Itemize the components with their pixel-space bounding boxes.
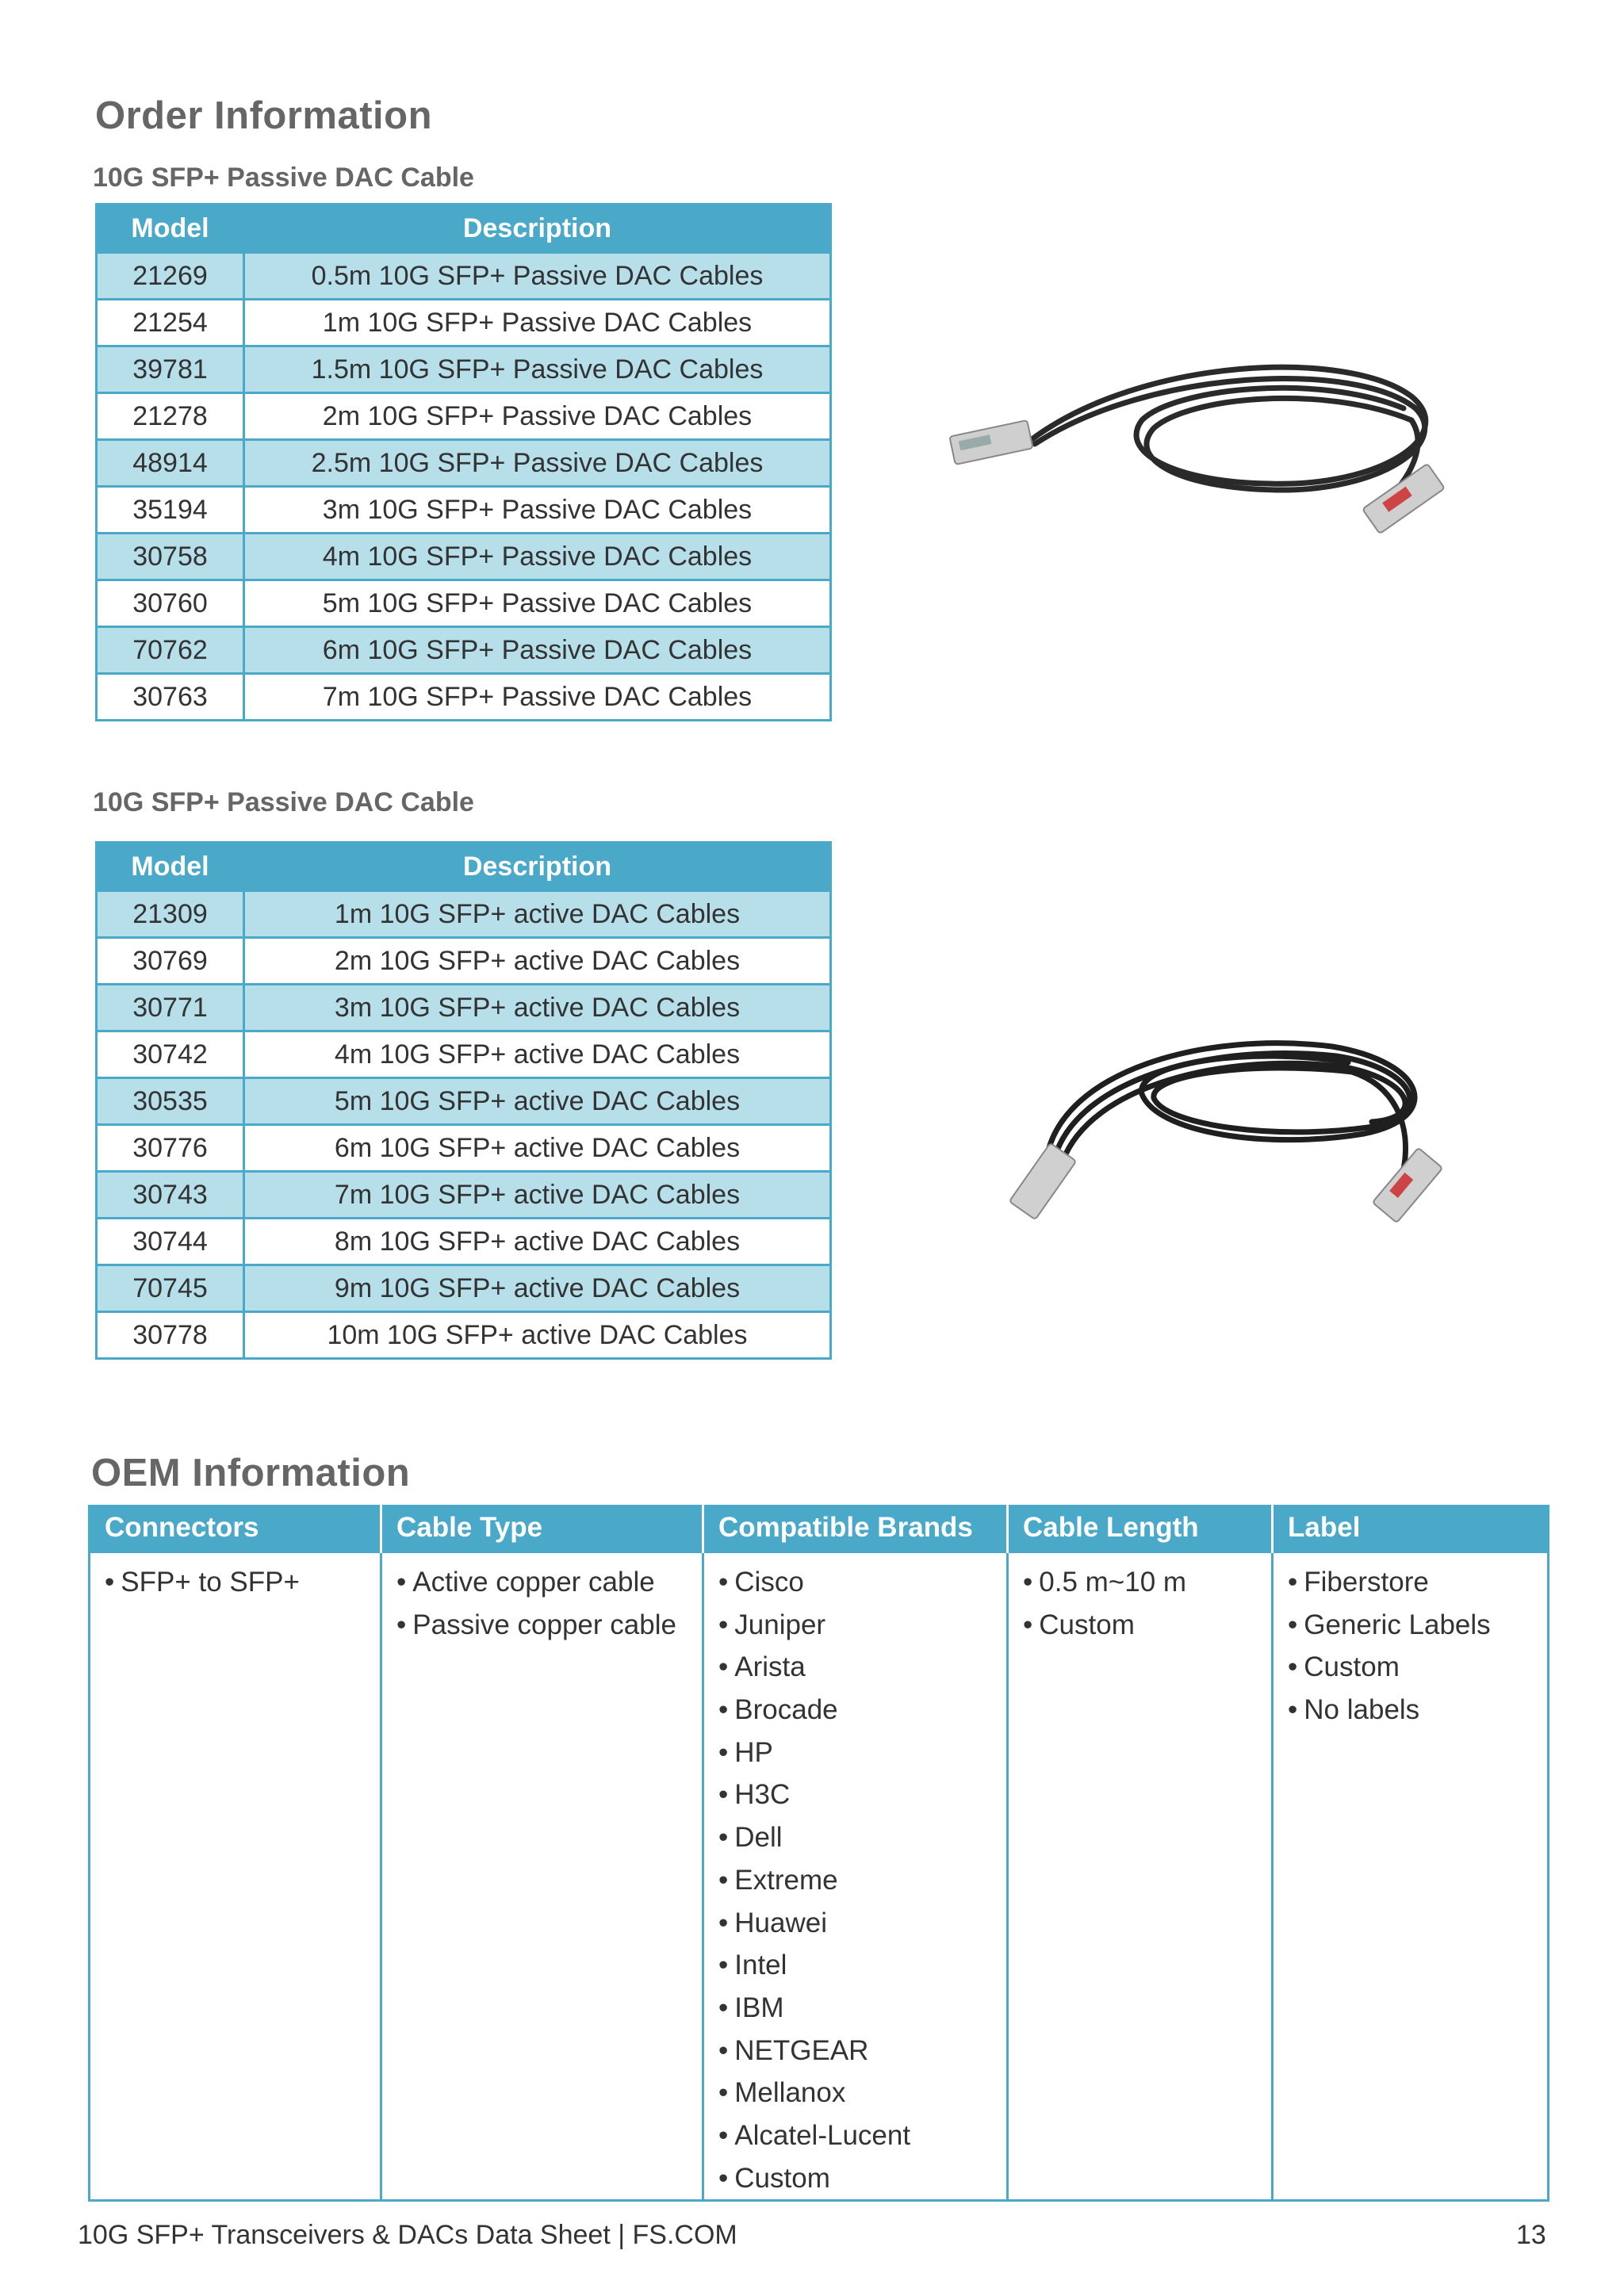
bullet-icon: •: [718, 1779, 729, 1811]
list-item: [718, 1689, 992, 1732]
oem-header-cable-length: Cable Length: [1008, 1505, 1273, 1552]
sfp-connector-left-icon: [1009, 1143, 1076, 1220]
list-item-text: Active copper cable: [412, 1567, 655, 1598]
model-cell: 21278: [97, 393, 244, 440]
table-row: [97, 300, 831, 346]
description-cell: 7m 10G SFP+ Passive DAC Cables: [244, 674, 831, 721]
model-cell: 21309: [97, 891, 244, 938]
model-cell: 48914: [97, 440, 244, 487]
oem-cell-cable-type: [381, 1552, 703, 2201]
description-cell: 2m 10G SFP+ Passive DAC Cables: [244, 393, 831, 440]
oem-cell-compatible-brands: [703, 1552, 1008, 2201]
list-item: [718, 1604, 992, 1647]
oem-header-cable-type: Cable Type: [381, 1505, 703, 1552]
model-cell: 39781: [97, 346, 244, 393]
table-row: [97, 627, 831, 674]
table-row: [97, 440, 831, 487]
bullet-icon: •: [396, 1567, 407, 1598]
list-item-text: Cisco: [734, 1567, 804, 1598]
column-header-description: Description: [244, 843, 831, 891]
description-cell: 6m 10G SFP+ Passive DAC Cables: [244, 627, 831, 674]
model-cell: 30778: [97, 1312, 244, 1359]
bullet-icon: •: [718, 1567, 729, 1598]
page-number: 13: [1516, 2220, 1546, 2250]
bullet-icon: •: [718, 2077, 729, 2109]
table-row: [97, 1312, 831, 1359]
bullet-icon: •: [105, 1567, 115, 1598]
list-item: [1288, 1689, 1533, 1732]
table-row: [97, 487, 831, 534]
description-cell: 9m 10G SFP+ active DAC Cables: [244, 1265, 831, 1312]
passive-dac-cable-image: [936, 333, 1491, 547]
list-item: [718, 1816, 992, 1859]
sfp-connector-left-icon: [949, 420, 1032, 465]
bullet-icon: •: [718, 1864, 729, 1896]
description-cell: 6m 10G SFP+ active DAC Cables: [244, 1125, 831, 1172]
list-item: [396, 1604, 688, 1647]
table-row: [97, 938, 831, 985]
list-item: [718, 1902, 992, 1945]
table-row: [97, 580, 831, 627]
model-cell: 30760: [97, 580, 244, 627]
bullet-icon: •: [396, 1609, 407, 1640]
model-cell: 30744: [97, 1219, 244, 1265]
table-row: [97, 393, 831, 440]
table-row: [97, 674, 831, 721]
description-cell: 1.5m 10G SFP+ Passive DAC Cables: [244, 346, 831, 393]
table-row: [97, 534, 831, 580]
bullet-icon: •: [718, 2119, 729, 2151]
list-item-text: Custom: [1304, 1651, 1400, 1683]
bullet-icon: •: [718, 1950, 729, 1981]
bullet-icon: •: [718, 1609, 729, 1640]
list-item-text: No labels: [1304, 1694, 1420, 1726]
list-item: [718, 2114, 992, 2157]
model-cell: 30771: [97, 985, 244, 1031]
list-item: [105, 1561, 366, 1604]
oem-table: [88, 1505, 1549, 2202]
bullet-icon: •: [718, 2034, 729, 2066]
list-item: [718, 1944, 992, 1987]
list-item-text: Juniper: [734, 1609, 826, 1640]
list-item-text: H3C: [734, 1779, 791, 1811]
model-cell: 30535: [97, 1078, 244, 1125]
list-item-text: Arista: [734, 1651, 806, 1683]
list-item: [396, 1561, 688, 1604]
model-cell: 70762: [97, 627, 244, 674]
list-item-text: Huawei: [734, 1907, 827, 1938]
oem-header-connectors: Connectors: [90, 1505, 381, 1552]
bullet-icon: •: [1288, 1694, 1298, 1726]
bullet-icon: •: [718, 1736, 729, 1768]
description-cell: 2m 10G SFP+ active DAC Cables: [244, 938, 831, 985]
oem-table-wrapper: [88, 1505, 1549, 2202]
oem-header-label: Label: [1273, 1505, 1549, 1552]
model-cell: 30763: [97, 674, 244, 721]
list-item-text: Dell: [734, 1822, 783, 1854]
column-header-model: Model: [97, 843, 244, 891]
model-cell: 30743: [97, 1172, 244, 1219]
active-dac-table: [95, 841, 832, 1360]
model-cell: 21254: [97, 300, 244, 346]
list-item-text: SFP+ to SFP+: [121, 1567, 300, 1598]
oem-header-compatible-brands: Compatible Brands: [703, 1505, 1008, 1552]
passive-dac-table-wrapper: [95, 203, 832, 721]
table-row: [97, 1265, 831, 1312]
description-cell: 4m 10G SFP+ Passive DAC Cables: [244, 534, 831, 580]
model-cell: 30769: [97, 938, 244, 985]
table-row: [97, 253, 831, 300]
list-item: [718, 2030, 992, 2072]
list-item-text: Passive copper cable: [412, 1609, 676, 1640]
description-cell: 1m 10G SFP+ Passive DAC Cables: [244, 300, 831, 346]
list-item-text: Alcatel-Lucent: [734, 2119, 911, 2151]
table-row: [97, 346, 831, 393]
model-cell: 30758: [97, 534, 244, 580]
list-item-text: Extreme: [734, 1864, 838, 1896]
list-item-text: IBM: [734, 1992, 784, 2023]
order-information-title: Order Information: [95, 94, 433, 137]
column-header-model: Model: [97, 205, 244, 253]
bullet-icon: •: [1023, 1567, 1033, 1598]
bullet-icon: •: [1288, 1609, 1298, 1640]
bullet-icon: •: [718, 1907, 729, 1938]
model-cell: 70745: [97, 1265, 244, 1312]
list-item: [1023, 1604, 1257, 1647]
bullet-icon: •: [718, 1992, 729, 2023]
list-item: [718, 1774, 992, 1816]
passive-dac-table: [95, 203, 832, 721]
list-item-text: Mellanox: [734, 2077, 846, 2109]
list-item-text: NETGEAR: [734, 2034, 869, 2066]
description-cell: 3m 10G SFP+ active DAC Cables: [244, 985, 831, 1031]
column-header-description: Description: [244, 205, 831, 253]
description-cell: 4m 10G SFP+ active DAC Cables: [244, 1031, 831, 1078]
model-cell: 21269: [97, 253, 244, 300]
oem-cell-label: [1273, 1552, 1549, 2201]
oem-information-title: OEM Information: [91, 1452, 411, 1494]
list-item: [718, 2072, 992, 2114]
table-row: [97, 1219, 831, 1265]
bullet-icon: •: [1023, 1609, 1033, 1640]
list-item-text: Custom: [734, 2162, 830, 2194]
table-row: [97, 1125, 831, 1172]
oem-cell-cable-length: [1008, 1552, 1273, 2201]
list-item-text: Intel: [734, 1950, 787, 1981]
oem-cell-connectors: [90, 1552, 381, 2201]
list-item-text: 0.5 m~10 m: [1039, 1567, 1187, 1598]
bullet-icon: •: [718, 1822, 729, 1854]
description-cell: 0.5m 10G SFP+ Passive DAC Cables: [244, 253, 831, 300]
description-cell: 3m 10G SFP+ Passive DAC Cables: [244, 487, 831, 534]
list-item-text: Generic Labels: [1304, 1609, 1491, 1640]
description-cell: 5m 10G SFP+ active DAC Cables: [244, 1078, 831, 1125]
list-item: [718, 2157, 992, 2200]
list-item: [718, 1561, 992, 1604]
list-item: [1288, 1646, 1533, 1689]
active-dac-table-wrapper: [95, 841, 832, 1360]
list-item: [718, 1859, 992, 1902]
list-item: [1288, 1561, 1533, 1604]
description-cell: 8m 10G SFP+ active DAC Cables: [244, 1219, 831, 1265]
bullet-icon: •: [718, 1694, 729, 1726]
passive-table-caption: 10G SFP+ Passive DAC Cable: [93, 163, 474, 193]
list-item: [718, 1987, 992, 2030]
active-table-caption: 10G SFP+ Passive DAC Cable: [93, 787, 474, 817]
active-dac-cable-image: [920, 999, 1491, 1237]
bullet-icon: •: [1288, 1567, 1298, 1598]
table-row: [97, 891, 831, 938]
list-item-text: HP: [734, 1736, 773, 1768]
list-item-text: Custom: [1039, 1609, 1135, 1640]
footer-text: 10G SFP+ Transceivers & DACs Data Sheet | FS.COM: [78, 2220, 737, 2250]
list-item: [718, 1732, 992, 1774]
list-item: [718, 1646, 992, 1689]
table-row: [97, 1078, 831, 1125]
description-cell: 7m 10G SFP+ active DAC Cables: [244, 1172, 831, 1219]
bullet-icon: •: [718, 1651, 729, 1683]
list-item: [1288, 1604, 1533, 1647]
description-cell: 5m 10G SFP+ Passive DAC Cables: [244, 580, 831, 627]
table-row: [97, 1172, 831, 1219]
table-row: [97, 1031, 831, 1078]
list-item-text: Fiberstore: [1304, 1567, 1429, 1598]
model-cell: 30776: [97, 1125, 244, 1172]
list-item: [1023, 1561, 1257, 1604]
model-cell: 35194: [97, 487, 244, 534]
description-cell: 2.5m 10G SFP+ Passive DAC Cables: [244, 440, 831, 487]
list-item-text: Brocade: [734, 1694, 838, 1726]
description-cell: 1m 10G SFP+ active DAC Cables: [244, 891, 831, 938]
bullet-icon: •: [1288, 1651, 1298, 1683]
model-cell: 30742: [97, 1031, 244, 1078]
bullet-icon: •: [718, 2162, 729, 2194]
description-cell: 10m 10G SFP+ active DAC Cables: [244, 1312, 831, 1359]
table-row: [97, 985, 831, 1031]
